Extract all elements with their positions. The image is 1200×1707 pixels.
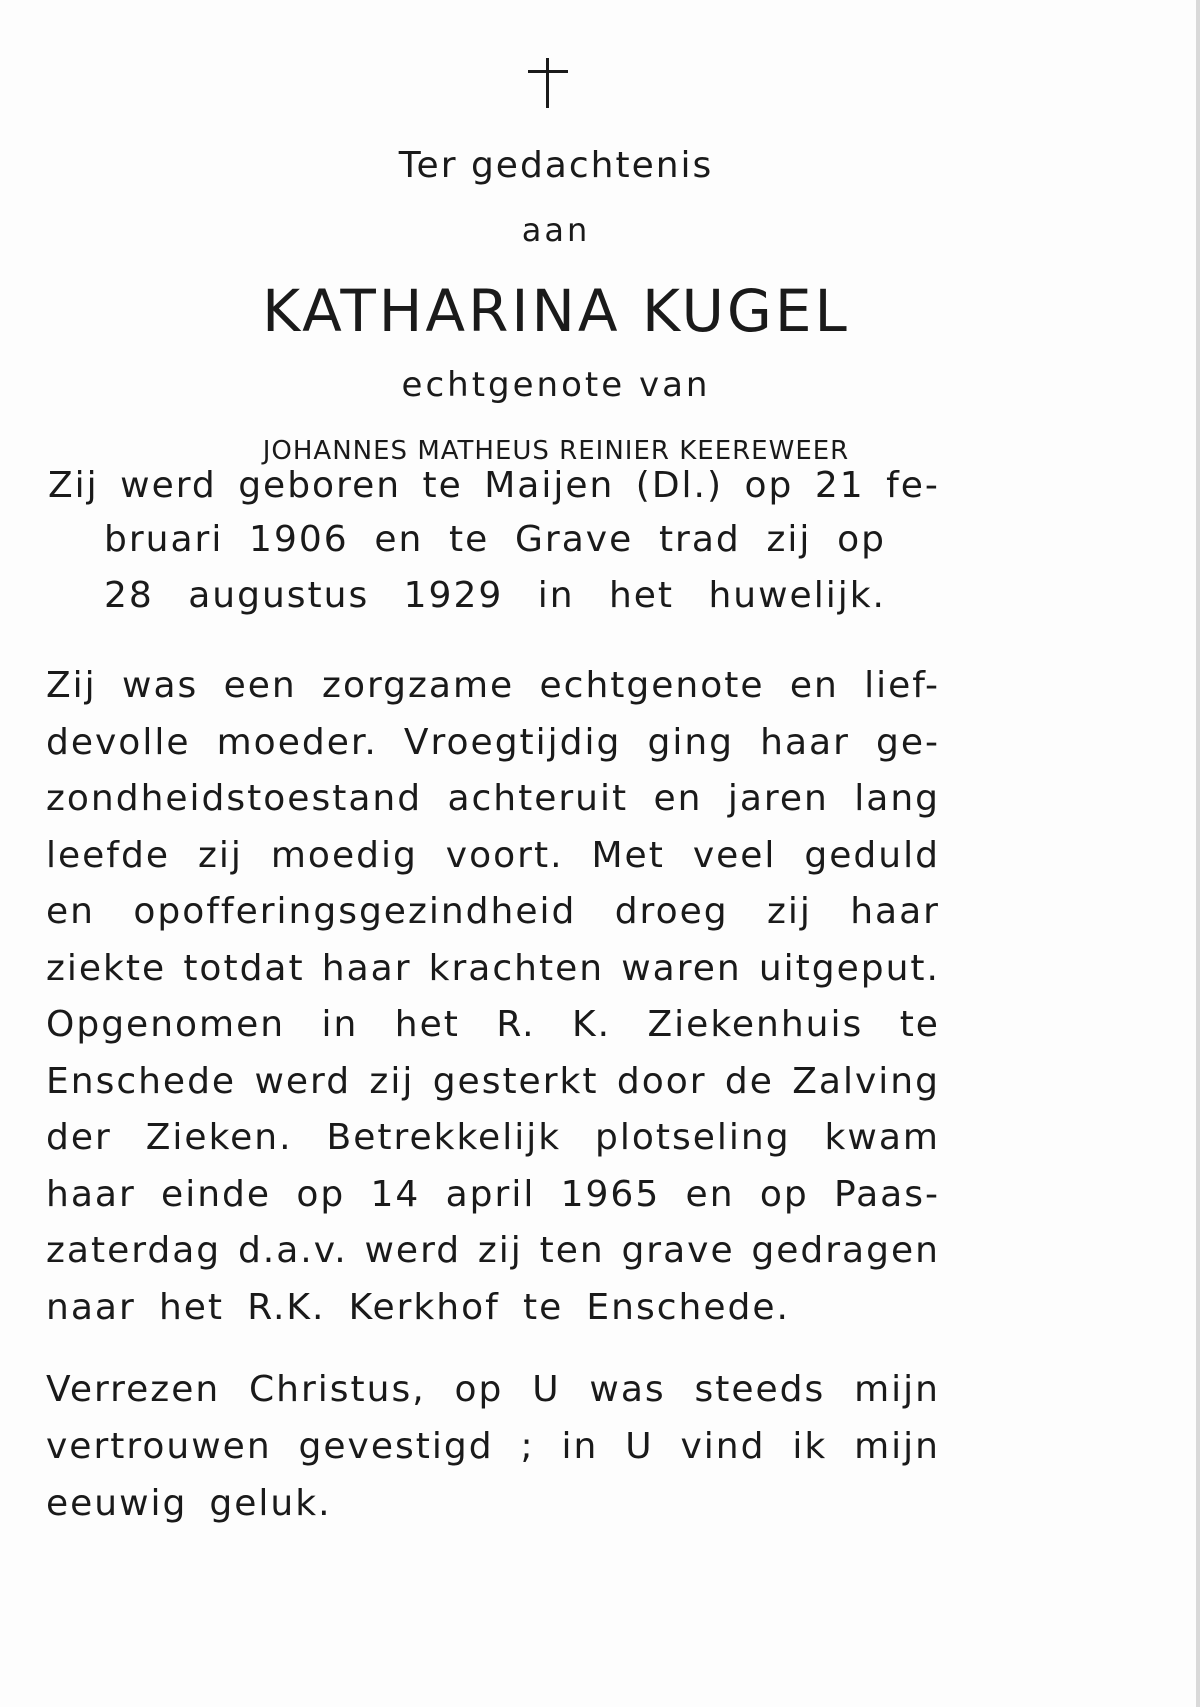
word: moeder. [216, 721, 378, 763]
word: haar [850, 891, 940, 932]
word: en [46, 891, 95, 932]
word: 21 [814, 465, 865, 506]
word: 1929 [403, 575, 504, 616]
word: ; [520, 1426, 535, 1467]
word: veel [692, 834, 777, 876]
word: en [789, 665, 839, 706]
word: zij [477, 1230, 523, 1271]
word: achteruit [447, 778, 629, 819]
word: U [532, 1369, 561, 1410]
word: lang [854, 778, 940, 819]
prayer-line-1 [46, 1369, 940, 1410]
word: ik [792, 1426, 828, 1467]
word: vind [680, 1426, 766, 1467]
word: Zalving [792, 1060, 940, 1102]
word: door [616, 1060, 707, 1102]
spouse-of-label: echtgenote van [401, 365, 711, 405]
word: april [445, 1173, 536, 1215]
birth-line-2 [104, 519, 886, 560]
word: der [46, 1117, 112, 1158]
life-line-6 [46, 947, 940, 989]
word: 14 [370, 1173, 421, 1215]
word: het [158, 1286, 225, 1328]
word: haar [760, 721, 850, 763]
header-line-2: aan [521, 211, 591, 249]
word: gedragen [751, 1230, 940, 1271]
life-line-12 [46, 1286, 790, 1328]
word: devolle [46, 721, 191, 763]
word: op [837, 519, 886, 560]
word: op [744, 465, 794, 506]
word: waren [621, 947, 742, 989]
word: in [561, 1426, 599, 1467]
word: Grave [515, 519, 634, 560]
birth-line-3 [104, 575, 886, 616]
word: te [522, 1286, 564, 1328]
word: ziekte [46, 947, 167, 989]
word: werd [254, 1060, 352, 1102]
word: ging [647, 721, 735, 763]
birth-line-1 [48, 465, 940, 506]
word: zorgzame [322, 665, 515, 706]
word: Betrekkelijk [326, 1117, 562, 1158]
word: op [759, 1173, 809, 1215]
word: te [422, 465, 463, 506]
word: gesterkt [432, 1060, 599, 1102]
word: in [321, 1004, 359, 1045]
word: was [122, 665, 199, 706]
word: een [223, 665, 297, 706]
word: eeuwig [46, 1483, 188, 1524]
word: was [589, 1369, 666, 1410]
word: krachten [428, 947, 605, 989]
word: zij [197, 834, 243, 876]
word: leefde [46, 834, 170, 876]
word: K. [571, 1004, 612, 1045]
word: ten [539, 1230, 605, 1271]
word: Met [591, 834, 665, 876]
word: plotseling [595, 1117, 791, 1158]
word: U [625, 1426, 654, 1467]
life-line-8 [46, 1060, 940, 1102]
word: huwelijk. [708, 575, 886, 616]
word: R.K. [247, 1286, 326, 1328]
word: zondheidstoestand [46, 778, 423, 819]
word: 1906 [249, 519, 349, 560]
word: fe- [886, 465, 940, 506]
word: einde [161, 1173, 272, 1215]
card-edge [1196, 0, 1200, 1707]
word: ge- [876, 721, 940, 763]
word: te [449, 519, 490, 560]
word: lief- [864, 665, 940, 706]
word: in [537, 575, 575, 616]
life-line-10 [46, 1173, 940, 1215]
word: d.a.v. [237, 1230, 348, 1271]
word: moedig [270, 834, 418, 876]
word: het [394, 1004, 460, 1045]
spouse-name: JOHANNES MATHEUS REINIER KEEREWEER [262, 436, 850, 466]
header-line-1: Ter gedachtenis [398, 145, 714, 186]
word: geduld [804, 834, 940, 876]
word: Verrezen [46, 1369, 221, 1410]
word: zaterdag [46, 1230, 222, 1271]
word: haar [46, 1173, 136, 1215]
word: op [454, 1369, 504, 1410]
word: augustus [188, 575, 370, 616]
word: en [653, 778, 703, 819]
life-line-4 [46, 834, 940, 876]
word: Kerkhof [348, 1286, 500, 1328]
word: werd [364, 1230, 462, 1271]
word: mijn [854, 1369, 940, 1410]
word: zij [766, 519, 812, 560]
word: Ziekenhuis [647, 1004, 864, 1045]
word: en [374, 519, 424, 560]
word: haar [321, 947, 412, 989]
word: Zieken. [145, 1117, 293, 1158]
word: Enschede. [586, 1286, 790, 1328]
word: echtgenote [539, 665, 765, 706]
prayer-line-2 [46, 1426, 940, 1467]
word: jaren [727, 778, 829, 819]
word: kwam [824, 1117, 940, 1158]
word: op [296, 1173, 346, 1215]
life-line-9 [46, 1117, 940, 1158]
word: uitgeput. [758, 947, 940, 989]
word: Paas- [834, 1173, 940, 1215]
word: mijn [854, 1426, 940, 1467]
word: zij [369, 1060, 415, 1102]
word: steeds [694, 1369, 826, 1410]
prayer-line-3 [46, 1483, 332, 1524]
word: voort. [445, 834, 564, 876]
word: Enschede [46, 1060, 237, 1102]
word: en [685, 1173, 735, 1215]
word: zij [766, 891, 812, 932]
word: vertrouwen [46, 1426, 272, 1467]
word: Christus, [249, 1369, 426, 1410]
deceased-name: KATHARINA KUGEL [262, 277, 850, 345]
word: Zij [48, 465, 99, 506]
word: het [608, 575, 675, 616]
word: Vroegtijdig [403, 721, 622, 763]
word: te [899, 1004, 940, 1045]
word: Maijen [484, 465, 615, 506]
life-line-11 [46, 1230, 940, 1271]
life-line-1 [46, 665, 940, 706]
word: bruari [104, 519, 224, 560]
word: opofferingsgezindheid [133, 891, 577, 932]
life-line-3 [46, 778, 940, 819]
word: (Dl.) [635, 465, 724, 506]
life-line-5 [46, 891, 940, 932]
word: geluk. [209, 1483, 332, 1524]
word: trad [658, 519, 741, 560]
word: 28 [104, 575, 154, 616]
life-line-2 [46, 721, 940, 763]
word: R. [496, 1004, 536, 1045]
word: 1965 [560, 1173, 661, 1215]
word: Opgenomen [46, 1004, 286, 1045]
word: gevestigd [298, 1426, 494, 1467]
life-line-7 [46, 1004, 940, 1045]
cross-icon [528, 58, 568, 108]
word: de [724, 1060, 774, 1102]
word: naar [46, 1286, 136, 1328]
word: droeg [614, 891, 729, 932]
word: totdat [183, 947, 305, 989]
word: geboren [238, 465, 402, 506]
word: Zij [46, 665, 97, 706]
word: grave [621, 1230, 735, 1271]
word: werd [120, 465, 217, 506]
